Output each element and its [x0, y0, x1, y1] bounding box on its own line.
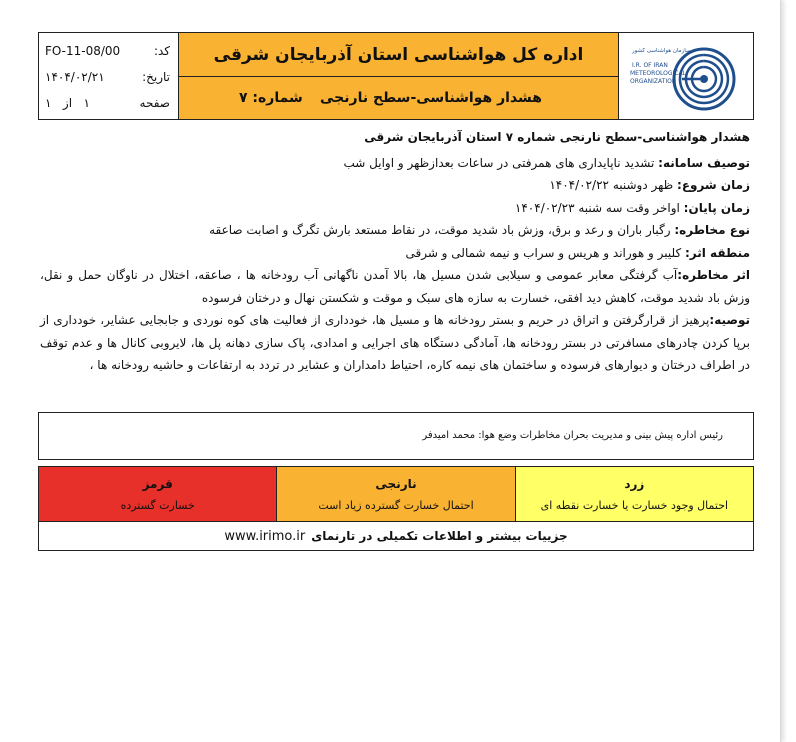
level-orange	[277, 467, 515, 521]
level-red-desc: خسارت گسترده	[120, 498, 195, 512]
hazard-label: نوع مخاطره:	[674, 223, 750, 237]
warning-subtitle: هشدار هواشناسی-سطح نارنجی	[320, 90, 542, 106]
level-red	[39, 467, 277, 521]
advice-text: پرهیز از قرارگرفتن و اتراق در حریم و بستر رودخانه ها و مسیل ها، خودداری از فعالیت های کوه نوردی و جابجایی عشایر، خودداری از برپا کردن چادرهای مسافرتی در بستر رودخانه ها، آمادگی دستگاه های اجرایی و امدادی، پاک سازی دهانه پل ها، لایروبی کانال ها و عدم توقف در اطراف درختان و دیوارهای فرسوده و ساختمان های نیمه کاره، احتیاط دامداران و عشایر در تردد به ارتفاعات و حاشیه رودخانه ها ،	[40, 313, 750, 372]
level-orange-desc: احتمال خسارت گسترده زیاد است	[318, 498, 474, 512]
end-label: زمان پایان:	[683, 200, 750, 215]
area-line	[40, 242, 750, 265]
warning-subtitle-row	[179, 77, 618, 119]
effect-text: آب گرفتگی معابر عمومی و سیلابی شدن مسیل ها، بالا آمدن ناگهانی آب رودخانه ها ، صاعقه، اختلال در ناوگان حمل و نقل، وزش باد شدید موقت، کاهش دید افقی، خسارت به سازه های سبک و موقت و شکستن نهال و درختان فرسوده	[40, 268, 750, 305]
system-line	[40, 152, 750, 175]
effect-label: اثر مخاطره:	[677, 268, 751, 282]
document-header	[38, 32, 754, 120]
signature-box	[38, 412, 754, 460]
code-value: FO-11-08/00	[45, 44, 121, 58]
logo-text-iran: I.R. OF IRAN	[632, 62, 668, 69]
page-count	[45, 96, 90, 110]
warning-number: شماره: ۷	[239, 90, 303, 106]
end-line	[40, 197, 750, 220]
level-yellow-desc: احتمال وجود خسارت یا خسارت نقطه ای	[540, 498, 729, 512]
warning-content	[40, 126, 750, 377]
page-of: از	[62, 96, 73, 110]
header-code-box	[39, 33, 179, 119]
level-red-name: قرمز	[142, 476, 173, 491]
hazard-line	[40, 219, 750, 242]
advice-label: توصیه:	[709, 313, 750, 327]
page-label: صفحه	[139, 96, 170, 110]
website-text: جزییات بیشتر و اطلاعات تکمیلی در تارنمای	[311, 529, 568, 543]
document-title: اداره کل هواشناسی استان آذربایجان شرقی	[179, 33, 618, 77]
start-line	[40, 174, 750, 197]
logo-text-fa: سازمان هواشناسی کشور	[632, 48, 691, 54]
logo-text-org: ORGANIZATION	[630, 78, 677, 85]
header-title-box	[179, 33, 619, 119]
logo-text-meteo: METEOROLOGICAL	[630, 70, 686, 77]
warning-levels-legend	[38, 466, 754, 522]
page-number: ۱	[83, 96, 90, 110]
advice-line	[40, 309, 750, 377]
end-text: اواخر وقت سه شنبه ۱۴۰۴/۰۲/۲۳	[514, 200, 684, 215]
website-footer	[38, 522, 754, 551]
level-yellow-name: زرد	[624, 476, 645, 491]
page-total: ۱	[45, 96, 52, 110]
date-label: تاریخ:	[142, 70, 170, 84]
level-yellow	[516, 467, 753, 521]
website-link[interactable]: www.irimo.ir	[224, 528, 306, 544]
level-orange-name: نارنجی	[375, 476, 417, 491]
area-text: کلیبر و هوراند و هریس و سراب و نیمه شمالی و شرقی	[405, 245, 685, 260]
start-label: زمان شروع:	[677, 178, 750, 192]
area-label: منطقه اثر:	[685, 245, 750, 260]
signature-text: رئیس اداره پیش بینی و مدیریت بحران مخاطرات وضع هوا: محمد امیدفر	[422, 430, 723, 441]
start-text: ظهر دوشنبه ۱۴۰۴/۰۲/۲۲	[549, 178, 678, 192]
hazard-text: رگبار باران و رعد و برق، وزش باد شدید موقت، در نقاط مستعد بارش تگرگ و اصابت صاعقه	[209, 223, 675, 237]
date-value: ۱۴۰۴/۰۲/۲۱	[45, 70, 105, 84]
content-heading: هشدار هواشناسی-سطح نارنجی شماره ۷ استان آذربایجان شرقی	[364, 130, 750, 144]
effect-line	[40, 264, 750, 309]
system-text: تشدید ناپایداری های همرفتی در ساعات بعدازظهر و اوایل شب	[343, 155, 659, 170]
code-label: کد:	[153, 44, 170, 58]
organization-logo	[619, 33, 753, 119]
system-label: توصیف سامانه:	[658, 155, 750, 170]
